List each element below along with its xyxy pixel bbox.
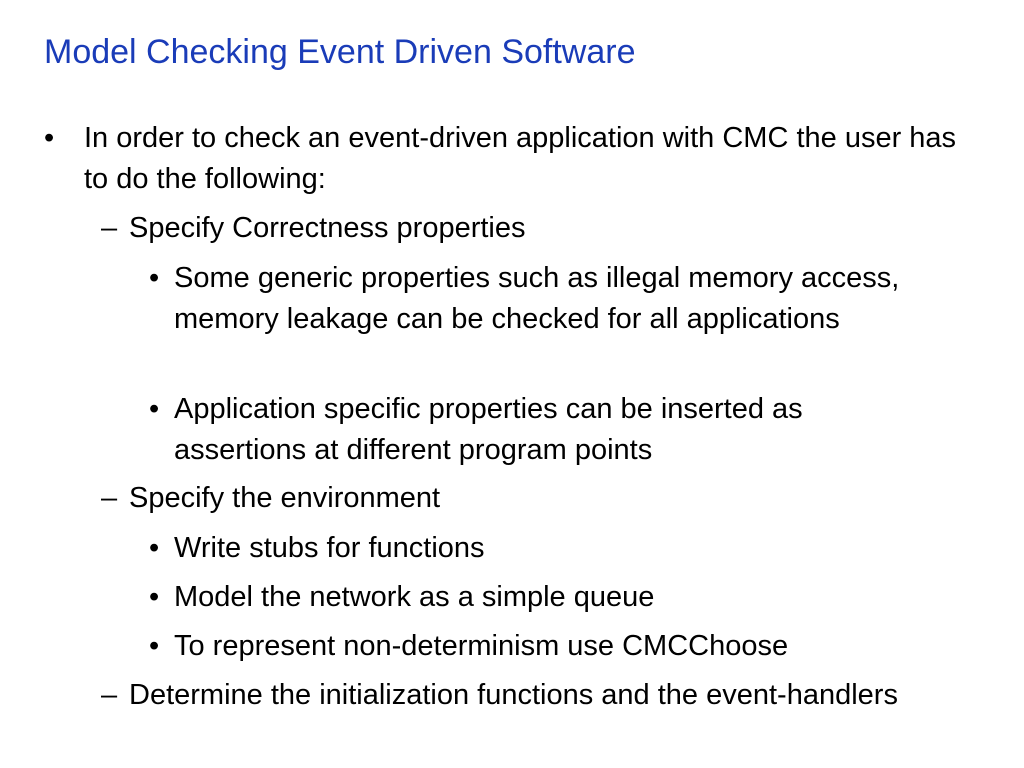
- sub-sub-item-write-stubs: [149, 528, 934, 569]
- bullet-marker: •: [149, 532, 160, 564]
- sub-item-text: Specify the environment: [129, 482, 441, 514]
- bullet-text: In order to check an event-driven application with CMC the user has to do the following:: [84, 122, 957, 195]
- sub-item-initialization-functions: [101, 675, 989, 716]
- dash-marker: –: [101, 212, 118, 244]
- sub-sub-item-text: Application specific properties can be inserted as assertions at different program points: [174, 393, 803, 466]
- bullet-marker: •: [149, 630, 160, 662]
- sub-sub-item-text: Model the network as a simple queue: [174, 581, 655, 613]
- bullet-marker: •: [149, 581, 160, 613]
- sub-sub-item-text: Some generic properties such as illegal memory access, memory leakage can be checked for all applications: [174, 262, 900, 335]
- sub-item-text: Determine the initialization functions and the event-handlers: [129, 679, 898, 711]
- sub-sub-item-application-specific: [149, 389, 934, 471]
- bullet-marker: •: [44, 122, 55, 154]
- bullet-marker: •: [149, 262, 160, 294]
- sub-item-specify-environment: [101, 478, 989, 519]
- sub-item-text: Specify Correctness properties: [129, 212, 526, 244]
- sub-sub-item-text: To represent non-determinism use CMCChoose: [174, 630, 789, 662]
- bullet-marker: •: [149, 393, 160, 425]
- sub-sub-item-text: Write stubs for functions: [174, 532, 485, 564]
- bullet-item-check-application: [44, 118, 984, 200]
- sub-sub-item-non-determinism: [149, 626, 934, 667]
- slide-title: Model Checking Event Driven Software: [44, 33, 636, 71]
- sub-sub-item-generic-properties: [149, 258, 934, 340]
- dash-marker: –: [101, 679, 118, 711]
- sub-sub-item-model-network: [149, 577, 934, 618]
- dash-marker: –: [101, 482, 118, 514]
- sub-item-specify-correctness: [101, 208, 989, 249]
